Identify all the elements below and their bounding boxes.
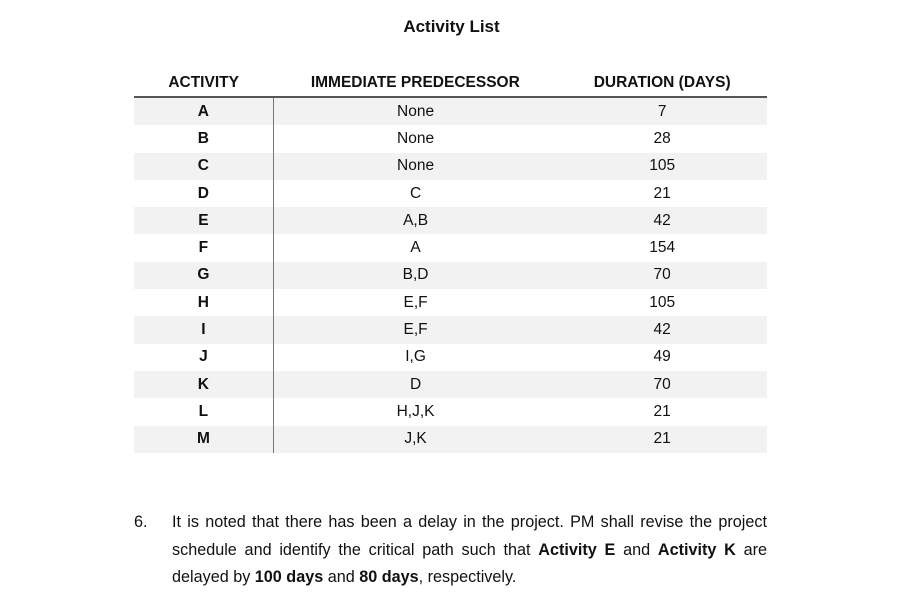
cell-activity: A bbox=[134, 97, 273, 125]
cell-activity: H bbox=[134, 289, 273, 316]
table-row bbox=[134, 180, 767, 207]
cell-predecessor: H,J,K bbox=[396, 402, 435, 420]
cell-activity: F bbox=[134, 234, 273, 261]
cell-predecessor: E,F bbox=[403, 293, 428, 311]
question-text-part: and bbox=[615, 540, 658, 559]
cell-activity: M bbox=[134, 426, 273, 453]
table-row bbox=[134, 371, 767, 398]
cell-activity: B bbox=[134, 125, 273, 152]
cell-duration: 70 bbox=[557, 262, 767, 289]
cell-duration: 21 bbox=[653, 184, 671, 202]
cell-duration: 105 bbox=[649, 293, 676, 311]
question-text-part: , respectively. bbox=[418, 568, 517, 586]
table-row bbox=[134, 125, 767, 152]
page-title: Activity List bbox=[403, 17, 500, 36]
question-text-part: and bbox=[323, 568, 360, 586]
cell-activity: I bbox=[134, 316, 273, 343]
table-row bbox=[134, 316, 767, 343]
table-row bbox=[134, 262, 767, 289]
cell-predecessor: None bbox=[273, 97, 557, 125]
question-text-part: are delayed by bbox=[172, 540, 767, 586]
cell-predecessor: A bbox=[410, 239, 421, 257]
table-row bbox=[134, 289, 767, 316]
table-row bbox=[134, 153, 767, 180]
column-header-activity: ACTIVITY bbox=[134, 69, 273, 97]
cell-predecessor: D bbox=[273, 371, 557, 398]
table-row bbox=[134, 344, 767, 371]
question-bold-activity-e: Activity E bbox=[538, 540, 616, 559]
table-row bbox=[134, 97, 767, 125]
cell-predecessor: B,D bbox=[273, 262, 557, 289]
table-row bbox=[134, 398, 767, 425]
cell-predecessor: A,B bbox=[273, 207, 557, 234]
table-row bbox=[134, 234, 767, 261]
cell-activity: J bbox=[134, 344, 273, 371]
cell-duration: 49 bbox=[653, 348, 671, 366]
question-text bbox=[172, 509, 767, 592]
cell-activity: L bbox=[134, 398, 273, 425]
cell-duration: 7 bbox=[557, 97, 767, 125]
table-body bbox=[134, 97, 767, 453]
question-bold-100-days: 100 days bbox=[254, 568, 324, 586]
cell-predecessor: None bbox=[397, 129, 435, 147]
cell-activity: E bbox=[134, 207, 273, 234]
cell-duration: 28 bbox=[653, 129, 671, 147]
activity-table bbox=[134, 69, 767, 453]
cell-activity: G bbox=[134, 262, 273, 289]
cell-duration: 154 bbox=[649, 239, 676, 257]
cell-predecessor: I,G bbox=[405, 348, 426, 366]
column-header-duration: DURATION (DAYS) bbox=[557, 69, 767, 97]
question-bold-80-days: 80 days bbox=[359, 568, 419, 586]
question-paragraph bbox=[134, 509, 767, 592]
cell-activity: D bbox=[134, 180, 273, 207]
cell-predecessor: None bbox=[273, 153, 557, 180]
cell-duration: 70 bbox=[557, 371, 767, 398]
cell-duration: 21 bbox=[557, 426, 767, 453]
column-header-predecessor: IMMEDIATE PREDECESSOR bbox=[273, 69, 557, 97]
question-bold-activity-k: Activity K bbox=[657, 540, 736, 559]
cell-activity: K bbox=[134, 371, 273, 398]
table-row bbox=[134, 207, 767, 234]
cell-duration: 42 bbox=[557, 316, 767, 343]
cell-predecessor: J,K bbox=[273, 426, 557, 453]
table-header-row bbox=[134, 69, 767, 97]
question-text-part: It is noted that there has been a delay in the project. PM shall revise the project schedule and identify the critical path such that bbox=[172, 513, 767, 559]
cell-activity: C bbox=[134, 153, 273, 180]
cell-duration: 105 bbox=[557, 153, 767, 180]
cell-predecessor: C bbox=[409, 184, 422, 202]
cell-predecessor: E,F bbox=[273, 316, 557, 343]
table-row bbox=[134, 426, 767, 453]
cell-duration: 21 bbox=[653, 402, 671, 420]
cell-duration: 42 bbox=[557, 207, 767, 234]
question-number: 6. bbox=[134, 513, 148, 531]
